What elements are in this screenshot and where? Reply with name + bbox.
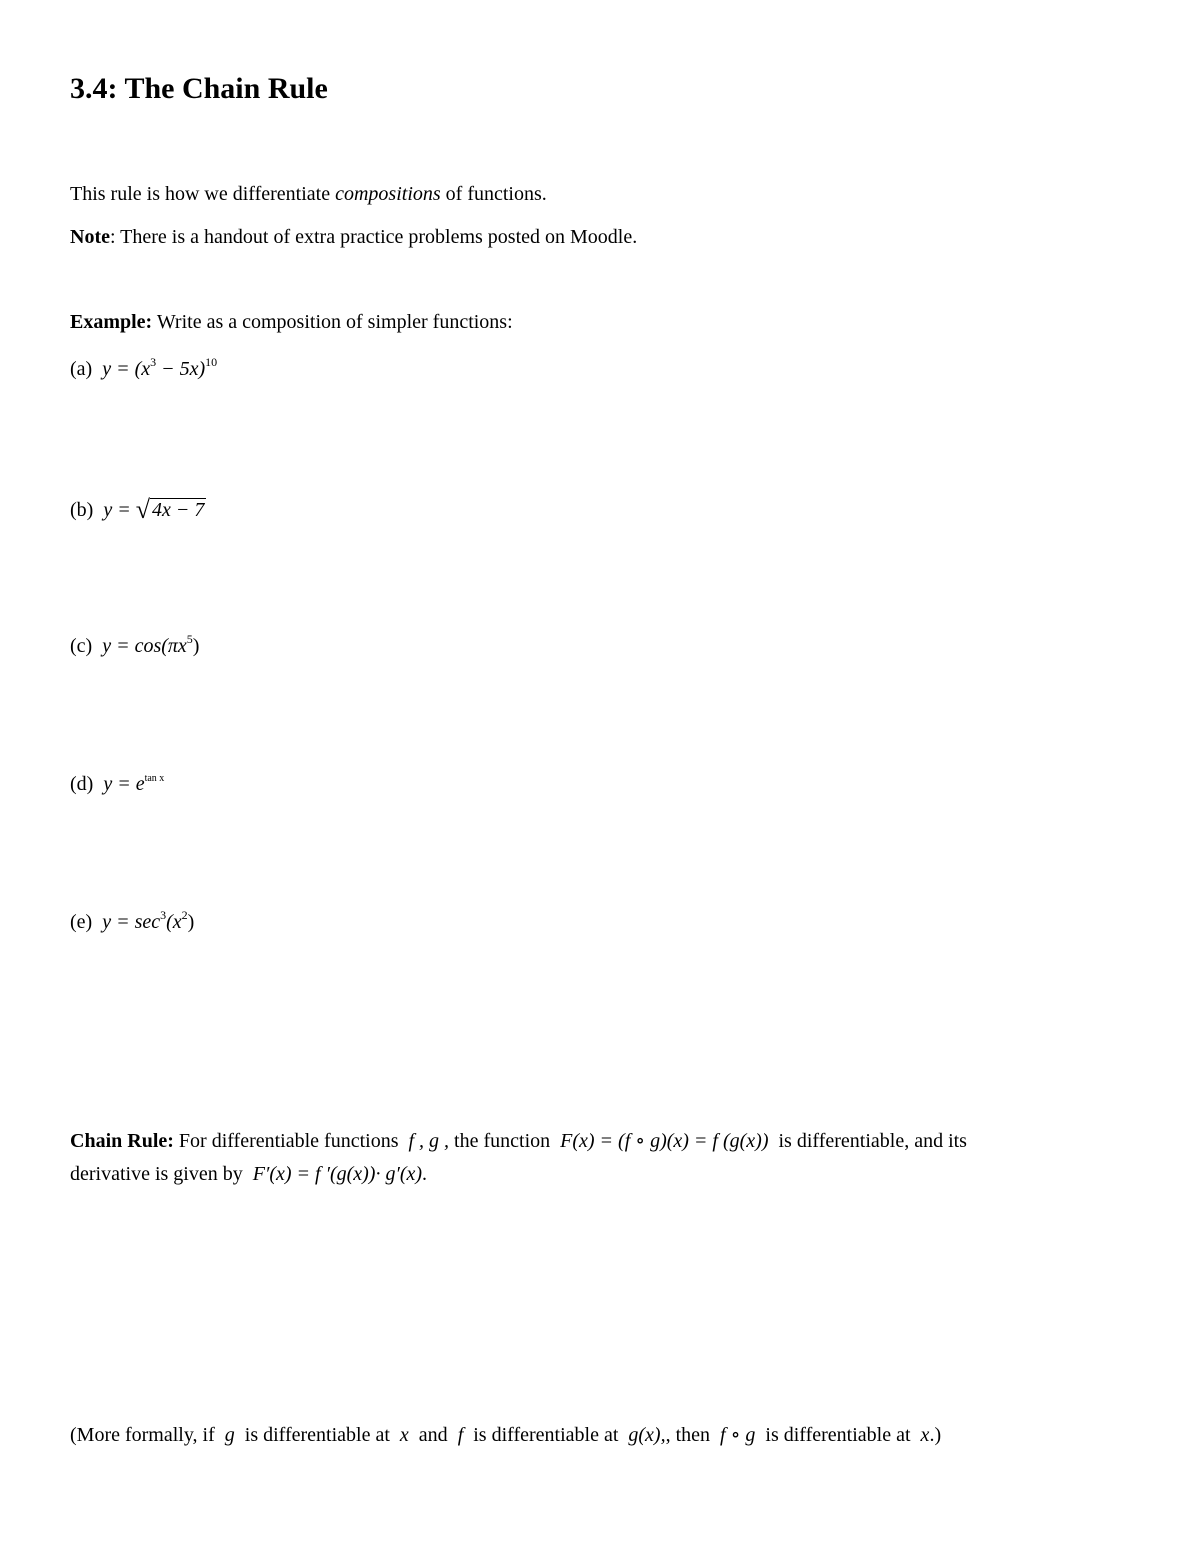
item-a (70, 357, 217, 383)
item-a-expr-mid: − 5x) (156, 358, 206, 380)
formal-text-f: is differentiable at (760, 1424, 916, 1446)
page-title: 3.4: The Chain Rule (70, 72, 328, 105)
intro-emphasis: compositions (335, 183, 441, 205)
formal-gx: g(x), (628, 1424, 666, 1446)
item-b (70, 496, 206, 522)
chain-rule-text-3: is differentiable, and its (773, 1130, 967, 1152)
item-b-label: (b) (70, 499, 94, 521)
formal-x-2: x (920, 1424, 930, 1446)
formal-text-b: is differentiable at (239, 1424, 395, 1446)
item-c-expr-post: ) (192, 635, 200, 657)
chain-rule-line-2 (70, 1162, 427, 1186)
example-label: Example: (70, 311, 153, 333)
item-e-exp1: 3 (160, 908, 167, 922)
chain-rule-line-1 (70, 1129, 967, 1153)
item-a-expr-pre: y = (x (102, 358, 151, 380)
item-b-radicand: 4x − 7 (151, 499, 205, 521)
chain-rule-text-2: the function (449, 1130, 556, 1152)
note-paragraph (70, 225, 637, 249)
formal-x: x (399, 1424, 409, 1446)
item-b-expr-pre: y = (103, 499, 136, 521)
formal-text-e: , then (665, 1424, 716, 1446)
example-text: Write as a composition of simpler functions: (152, 311, 513, 333)
item-e-expr-post: ) (187, 911, 195, 933)
item-a-label: (a) (70, 358, 93, 380)
item-d (70, 772, 164, 800)
chain-rule-label: Chain Rule: (70, 1130, 174, 1152)
intro-text-2: of functions. (440, 183, 547, 205)
formal-text-g: .) (929, 1424, 942, 1446)
item-c-expr-pre: y = cos(πx (102, 635, 187, 657)
chain-rule-text-1: For differentiable functions (173, 1130, 404, 1152)
item-d-expr-pre: y = e (103, 773, 145, 795)
formal-text-d: is differentiable at (468, 1424, 624, 1446)
formal-text-c: and (413, 1424, 453, 1446)
item-c-label: (c) (70, 635, 93, 657)
chain-rule-text-5: . (422, 1163, 428, 1185)
formal-statement (70, 1423, 941, 1447)
item-e-expr-mid: (x (166, 911, 182, 933)
formal-g: g (224, 1424, 235, 1446)
item-e-label: (e) (70, 911, 93, 933)
chain-rule-formula-2: F′(x) = f ′(g(x))· g′(x) (252, 1163, 423, 1185)
formal-fog: f ∘ g (720, 1424, 756, 1446)
item-e (70, 910, 194, 936)
item-c (70, 634, 199, 660)
item-c-exp: 5 (186, 632, 193, 646)
item-d-label: (d) (70, 773, 94, 795)
formal-text-a: (More formally, if (70, 1424, 220, 1446)
item-d-exp: tan x (144, 773, 165, 784)
chain-rule-formula-1: F(x) = (f ∘ g)(x) = f (g(x)) (560, 1130, 769, 1152)
intro-paragraph (70, 182, 547, 206)
sqrt-icon: √ (135, 495, 150, 524)
item-e-expr-pre: y = sec (102, 911, 161, 933)
example-heading (70, 310, 513, 334)
intro-text-1: This rule is how we differentiate (70, 183, 336, 205)
note-text: : There is a handout of extra practice problems posted on Moodle. (109, 226, 638, 248)
item-a-exp2: 10 (205, 355, 218, 369)
chain-rule-functions: f , g , (408, 1130, 450, 1152)
item-e-exp2: 2 (181, 908, 188, 922)
formal-f: f (457, 1424, 464, 1446)
note-label: Note (70, 226, 110, 248)
chain-rule-text-4: derivative is given by (70, 1163, 248, 1185)
item-a-exp1: 3 (150, 355, 157, 369)
